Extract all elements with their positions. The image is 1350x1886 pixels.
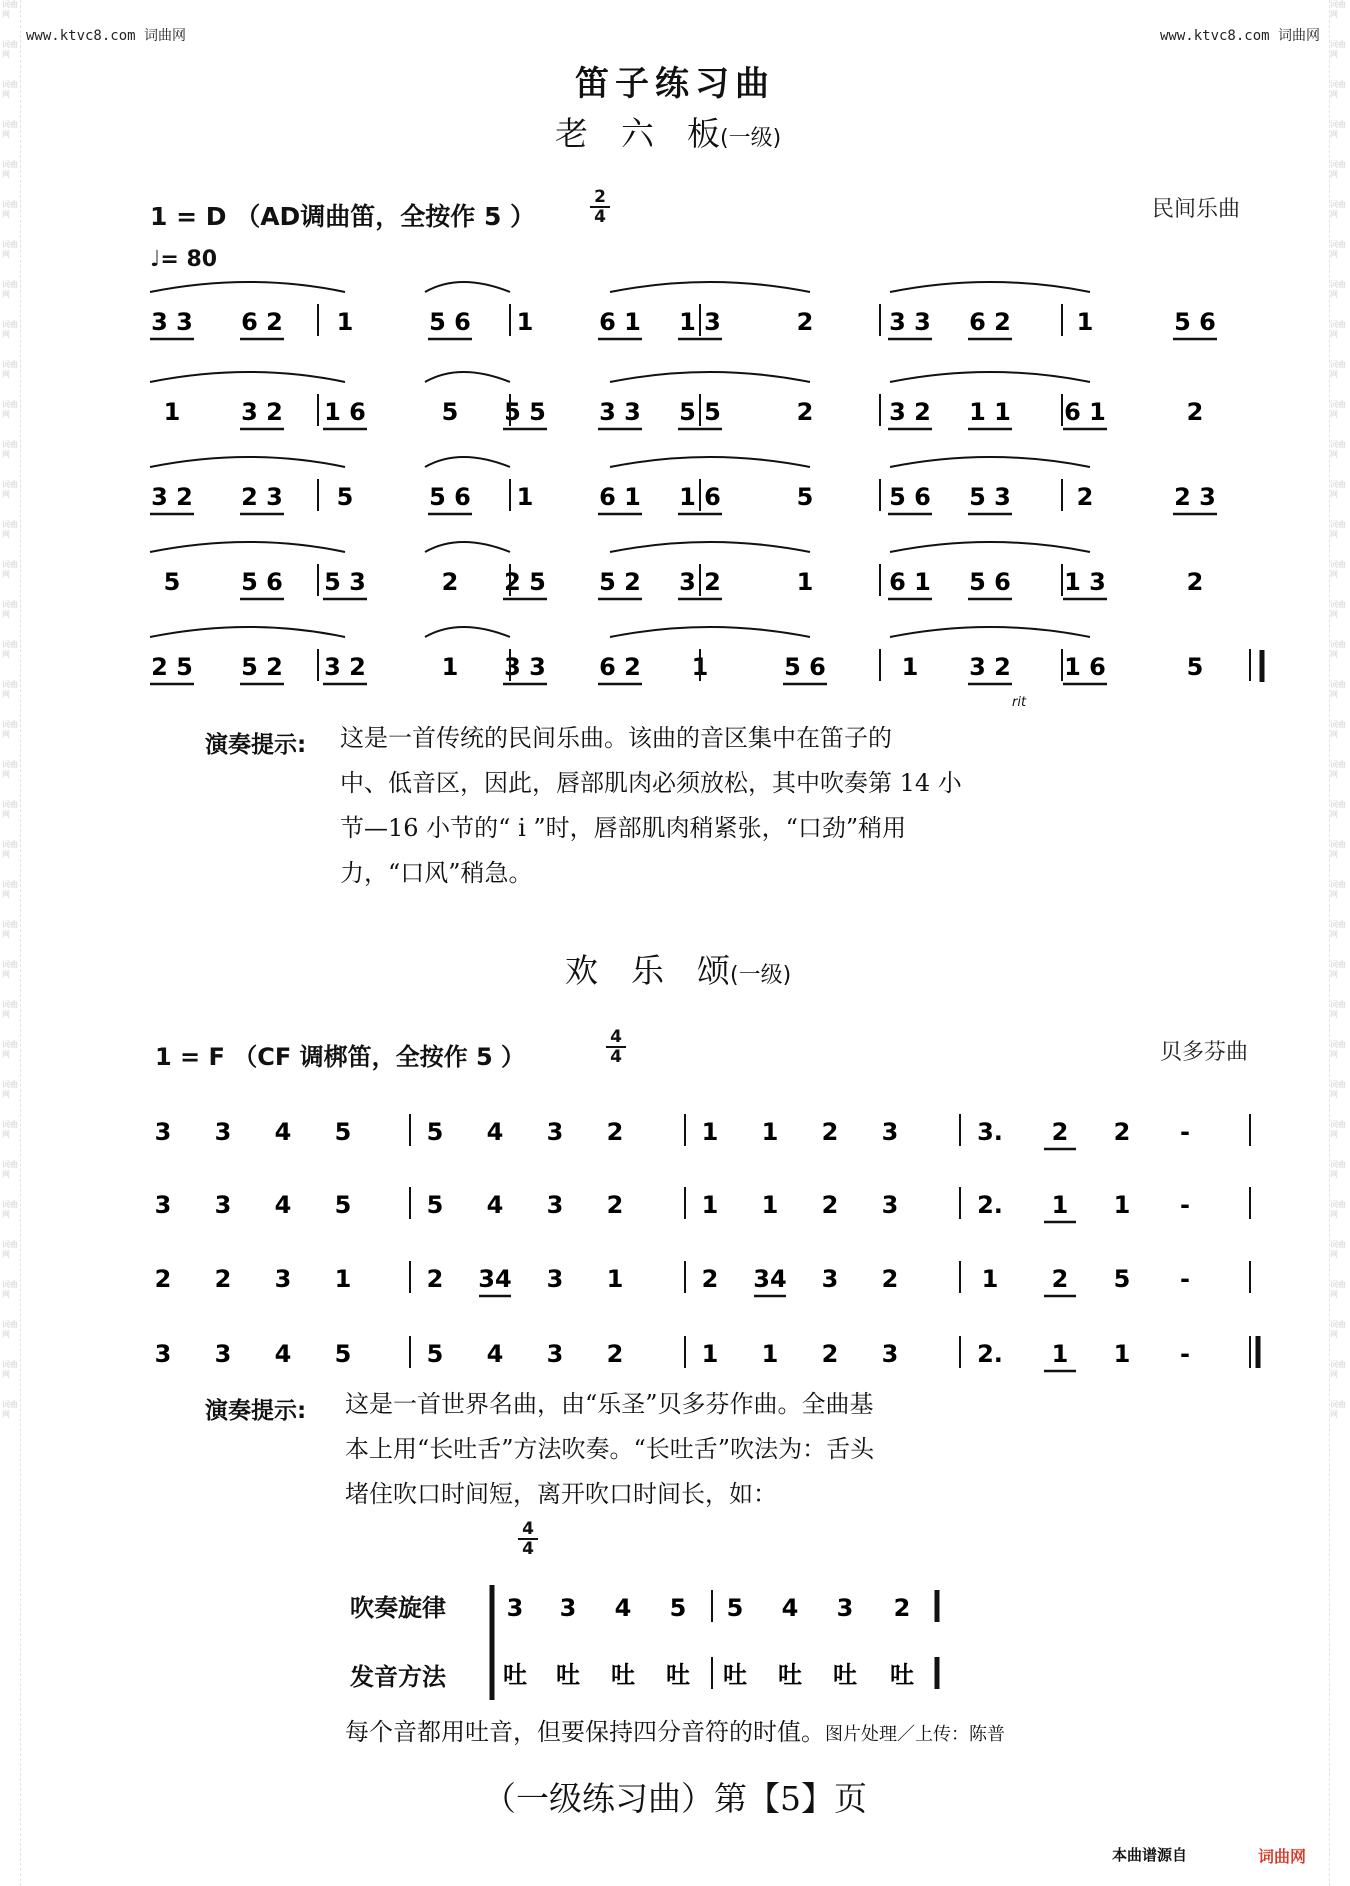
- note: 1: [761, 1191, 779, 1219]
- watermark-text: 词曲网: [1330, 1240, 1346, 1259]
- watermark-text: 词曲网: [1330, 560, 1346, 579]
- note: 3: [821, 1265, 839, 1293]
- watermark-text: 词曲网: [1330, 840, 1346, 859]
- note: 2: [1051, 1118, 1069, 1146]
- watermark-text: 词曲网: [1330, 1200, 1346, 1219]
- watermark-text: 词曲网: [2, 920, 18, 939]
- note: 2: [821, 1340, 839, 1368]
- note: 1 6: [324, 398, 366, 426]
- watermark-text: 词曲网: [1330, 120, 1346, 139]
- note: 1: [516, 483, 534, 511]
- watermark-text: 词曲网: [1330, 1400, 1346, 1419]
- note: 1: [1051, 1191, 1069, 1219]
- watermark-text: 词曲网: [2, 440, 18, 459]
- note: -: [1180, 1265, 1190, 1293]
- note: 6 1: [599, 308, 641, 336]
- watermark-text: 词曲网: [2, 1000, 18, 1019]
- watermark-text: 词曲网: [1330, 40, 1346, 59]
- note: 2: [1076, 483, 1094, 511]
- note: 3: [214, 1340, 232, 1368]
- note: 4: [486, 1191, 504, 1219]
- note: 2 3: [241, 483, 283, 511]
- note: -: [1180, 1118, 1190, 1146]
- note: 5 2: [599, 568, 641, 596]
- watermark-text: 词曲网: [1330, 720, 1346, 739]
- watermark-text: 词曲网: [1330, 1120, 1346, 1139]
- piece2-composer: 贝多芬曲: [1160, 1040, 1249, 1065]
- note: 6 2: [241, 308, 283, 336]
- piece1-grade: (一级): [720, 126, 782, 151]
- watermark-text: 词曲网: [1330, 640, 1346, 659]
- note: 5 2: [241, 653, 283, 681]
- watermark-text: 词曲网: [1330, 200, 1346, 219]
- note: 3: [881, 1118, 899, 1146]
- note: 3: [881, 1340, 899, 1368]
- piece1-tempo: ♩= 80: [150, 247, 218, 272]
- watermark-text: 词曲网: [1330, 280, 1346, 299]
- watermark-text: 词曲网: [2, 1200, 18, 1219]
- note: 2: [701, 1265, 719, 1293]
- note: 2 3: [1174, 483, 1216, 511]
- note: 5: [336, 483, 354, 511]
- note: 5: [163, 568, 181, 596]
- watermark-text: 词曲网: [2, 520, 18, 539]
- example-melody-label: 吹奏旋律: [350, 1594, 446, 1622]
- note: 3 3: [599, 398, 641, 426]
- page-title: 笛子练习曲: [575, 64, 775, 104]
- note: 3 2: [324, 653, 366, 681]
- note: 2: [1186, 568, 1204, 596]
- note: 4: [486, 1340, 504, 1368]
- note: 2: [821, 1191, 839, 1219]
- note: 6 2: [599, 653, 641, 681]
- example-note: 4: [781, 1594, 799, 1622]
- note: 2 5: [504, 568, 546, 596]
- note: 1 1: [969, 398, 1011, 426]
- watermark-text: 词曲网: [1330, 480, 1346, 499]
- example-note: 3: [559, 1594, 577, 1622]
- note: 4: [274, 1191, 292, 1219]
- note: 1 3: [1064, 568, 1106, 596]
- watermark-text: 词曲网: [2, 640, 18, 659]
- note: 5: [334, 1118, 352, 1146]
- watermark-text: 词曲网: [2, 480, 18, 499]
- piece1-tip-line: 这是一首传统的民间乐曲。该曲的音区集中在笛子的: [340, 724, 892, 752]
- example-syllable: 吐: [723, 1661, 747, 1689]
- example-syllable: 吐: [833, 1661, 857, 1689]
- note: 2.: [977, 1191, 1003, 1219]
- watermark-text: 词曲网: [2, 1360, 18, 1379]
- note: 2: [1051, 1265, 1069, 1293]
- note: 5: [334, 1191, 352, 1219]
- note: 6 1: [1064, 398, 1106, 426]
- note: -: [1180, 1191, 1190, 1219]
- watermark-text: 词曲网: [2, 280, 18, 299]
- note: 1: [441, 653, 459, 681]
- example-note: 3: [836, 1594, 854, 1622]
- watermark-text: 词曲网: [2, 560, 18, 579]
- note: 3: [274, 1265, 292, 1293]
- note: 3 3: [889, 308, 931, 336]
- note: 3: [546, 1118, 564, 1146]
- page-number: （一级练习曲）第【5】页: [483, 1779, 867, 1818]
- example-syllable: 吐: [556, 1661, 580, 1689]
- watermark-text: 词曲网: [2, 1080, 18, 1099]
- note: 2: [796, 398, 814, 426]
- note: 1: [691, 653, 709, 681]
- watermark-text: 词曲网: [2, 880, 18, 899]
- note: 2: [881, 1265, 899, 1293]
- note: 1: [701, 1191, 719, 1219]
- note: 2: [154, 1265, 172, 1293]
- watermark-text: 词曲网: [2, 1160, 18, 1179]
- piece1-tip-line: 中、低音区，因此，唇部肌肉必须放松，其中吹奏第 14 小: [340, 769, 962, 797]
- note: 3: [546, 1340, 564, 1368]
- note: 3 2: [889, 398, 931, 426]
- note: 34: [478, 1265, 512, 1293]
- piece1-tip-label: 演奏提示:: [205, 732, 307, 758]
- note: 1: [701, 1340, 719, 1368]
- watermark-text: 词曲网: [2, 1040, 18, 1059]
- piece1-composer: 民间乐曲: [1152, 197, 1241, 222]
- note: 4: [486, 1118, 504, 1146]
- watermark-text: 词曲网: [1330, 600, 1346, 619]
- example-note: 2: [893, 1594, 911, 1622]
- piece2-tip-line: 这是一首世界名曲，由“乐圣”贝多芬作曲。全曲基: [345, 1390, 874, 1418]
- note: 1 6: [679, 483, 721, 511]
- note: 3: [546, 1265, 564, 1293]
- note: 5 5: [504, 398, 546, 426]
- watermark-text: 词曲网: [1330, 680, 1346, 699]
- piece2-tip-line: 本上用“长吐舌”方法吹奏。“长吐舌”吹法为：舌头: [345, 1435, 875, 1463]
- note: 1 3: [679, 308, 721, 336]
- note: 2: [606, 1191, 624, 1219]
- upload-credit: 图片处理／上传：陈普: [825, 1724, 1005, 1745]
- note: 5 6: [429, 483, 471, 511]
- note: 3: [881, 1191, 899, 1219]
- note: 1: [1076, 308, 1094, 336]
- note: 1: [1051, 1340, 1069, 1368]
- note: 5 5: [679, 398, 721, 426]
- note: 5: [1113, 1265, 1131, 1293]
- note: 1: [163, 398, 181, 426]
- note: 4: [274, 1118, 292, 1146]
- note: 5 6: [1174, 308, 1216, 336]
- watermark-text: 词曲网: [2, 1320, 18, 1339]
- note: 1: [336, 308, 354, 336]
- note: 5 6: [429, 308, 471, 336]
- piece1-tip-line: 节—16 小节的“ i ”时，唇部肌肉稍紧张，“口劲”稍用: [340, 814, 907, 842]
- header-right-url[interactable]: www.ktvc8.com 词曲网: [1160, 28, 1321, 44]
- note: 1: [761, 1340, 779, 1368]
- note: 1: [516, 308, 534, 336]
- watermark-text: 词曲网: [2, 600, 18, 619]
- note: 3: [154, 1118, 172, 1146]
- watermark-text: 词曲网: [1330, 880, 1346, 899]
- note: 3: [546, 1191, 564, 1219]
- watermark-text: 词曲网: [1330, 1040, 1346, 1059]
- note: 5: [334, 1340, 352, 1368]
- note: 5: [426, 1340, 444, 1368]
- watermark-text: 词曲网: [2, 680, 18, 699]
- note: 1: [1113, 1340, 1131, 1368]
- watermark-text: 词曲网: [1330, 960, 1346, 979]
- watermark-text: 词曲网: [1330, 1000, 1346, 1019]
- watermark-text: 词曲网: [2, 720, 18, 739]
- watermark-text: 词曲网: [2, 800, 18, 819]
- note: 5 3: [969, 483, 1011, 511]
- note: 3 2: [679, 568, 721, 596]
- note: 5: [796, 483, 814, 511]
- note: 2: [1113, 1118, 1131, 1146]
- note: 5 3: [324, 568, 366, 596]
- watermark-text: 词曲网: [1330, 1320, 1346, 1339]
- note: 2: [796, 308, 814, 336]
- note: 5 6: [784, 653, 826, 681]
- note: 2: [821, 1118, 839, 1146]
- note: 2: [1186, 398, 1204, 426]
- watermark-text: 词曲网: [2, 1240, 18, 1259]
- watermark-text: 词曲网: [2, 160, 18, 179]
- watermark-text: 词曲网: [1330, 1360, 1346, 1379]
- example-time-den: 4: [522, 1539, 534, 1559]
- note: 5 6: [889, 483, 931, 511]
- watermark-text: 词曲网: [1330, 0, 1346, 19]
- piece2-tip-label: 演奏提示:: [205, 1398, 307, 1424]
- watermark-text: 词曲网: [1330, 80, 1346, 99]
- note: 1: [761, 1118, 779, 1146]
- note: 5: [426, 1118, 444, 1146]
- watermark-text: 词曲网: [1330, 1280, 1346, 1299]
- watermark-text: 词曲网: [1330, 800, 1346, 819]
- note: 3: [214, 1191, 232, 1219]
- piece1-time-num: 2: [590, 188, 610, 208]
- watermark-text: 词曲网: [2, 0, 18, 19]
- note: 2: [441, 568, 459, 596]
- note: 2: [426, 1265, 444, 1293]
- note: 2: [606, 1340, 624, 1368]
- note: 3 3: [504, 653, 546, 681]
- closing-text: 每个音都用吐音，但要保持四分音符的时值。: [345, 1718, 825, 1746]
- note: -: [1180, 1340, 1190, 1368]
- watermark-text: 词曲网: [1330, 160, 1346, 179]
- example-syllable: 吐: [890, 1661, 914, 1689]
- watermark-text: 词曲网: [2, 1400, 18, 1419]
- watermark-text: 词曲网: [2, 320, 18, 339]
- example-note: 5: [726, 1594, 744, 1622]
- watermark-text: 词曲网: [2, 1280, 18, 1299]
- note: 3 2: [241, 398, 283, 426]
- note: 5: [426, 1191, 444, 1219]
- example-note: 5: [669, 1594, 687, 1622]
- note: 6 2: [969, 308, 1011, 336]
- watermark-text: 词曲网: [1330, 360, 1346, 379]
- note: 5: [441, 398, 459, 426]
- note: 1: [1113, 1191, 1131, 1219]
- example-syllable: 吐: [666, 1661, 690, 1689]
- note: 5 6: [241, 568, 283, 596]
- note: 2: [214, 1265, 232, 1293]
- watermark-text: 词曲网: [2, 80, 18, 99]
- piece2-time-den: 4: [610, 1047, 622, 1067]
- piece1-time-den: 4: [594, 207, 606, 227]
- note: 2: [606, 1118, 624, 1146]
- example-syllable: 吐: [503, 1661, 527, 1689]
- note: 1: [606, 1265, 624, 1293]
- watermark-text: 词曲网: [2, 240, 18, 259]
- piece2-title: 欢 乐 颂: [565, 951, 730, 990]
- example-syllable: 吐: [611, 1661, 635, 1689]
- watermark-text: 词曲网: [1330, 760, 1346, 779]
- watermark-text: 词曲网: [1330, 520, 1346, 539]
- watermark-text: 词曲网: [1330, 440, 1346, 459]
- note: 5: [1186, 653, 1204, 681]
- note: 1: [901, 653, 919, 681]
- note: 3: [154, 1191, 172, 1219]
- note: 1: [334, 1265, 352, 1293]
- note: 1: [701, 1118, 719, 1146]
- watermark-text: 词曲网: [2, 40, 18, 59]
- watermark-text: 词曲网: [1330, 240, 1346, 259]
- watermark-text: 词曲网: [1330, 920, 1346, 939]
- note: 3.: [977, 1118, 1003, 1146]
- example-method-label: 发音方法: [350, 1663, 446, 1691]
- note: 6 1: [889, 568, 931, 596]
- watermark-text: 词曲网: [2, 760, 18, 779]
- note: 1 6: [1064, 653, 1106, 681]
- brand-link[interactable]: 词曲网: [1258, 1847, 1307, 1866]
- piece1-key: 1 = D （AD调曲笛，全按作 5 ）: [150, 202, 536, 231]
- watermark-text: 词曲网: [2, 360, 18, 379]
- piece1-title: 老 六 板: [555, 114, 720, 153]
- note: 6 1: [599, 483, 641, 511]
- piece2-grade: (一级): [730, 963, 792, 988]
- note: 3: [214, 1118, 232, 1146]
- note: 2.: [977, 1340, 1003, 1368]
- watermark-text: 词曲网: [2, 120, 18, 139]
- note: 2 5: [151, 653, 193, 681]
- watermark-text: 词曲网: [1330, 1160, 1346, 1179]
- note: 3 3: [151, 308, 193, 336]
- note: 3 2: [969, 653, 1011, 681]
- note: 4: [274, 1340, 292, 1368]
- note: 34: [753, 1265, 787, 1293]
- watermark-text: 词曲网: [2, 200, 18, 219]
- piece2-time-num: 4: [606, 1028, 626, 1048]
- note: 3 2: [151, 483, 193, 511]
- piece1-rit-mark: rit: [1012, 695, 1027, 710]
- note: 5 6: [969, 568, 1011, 596]
- note: 1: [796, 568, 814, 596]
- watermark-text: 词曲网: [1330, 320, 1346, 339]
- note: 3: [154, 1340, 172, 1368]
- watermark-text: 词曲网: [2, 960, 18, 979]
- source-label: 本曲谱源自: [1112, 1846, 1188, 1864]
- watermark-text: 词曲网: [2, 1120, 18, 1139]
- closing-line: [345, 1712, 1005, 1747]
- header-left-url[interactable]: www.ktvc8.com 词曲网: [26, 28, 187, 44]
- piece2-key: 1 = F （CF 调梆笛，全按作 5 ）: [155, 1043, 526, 1071]
- watermark-text: 词曲网: [1330, 400, 1346, 419]
- watermark-text: 词曲网: [2, 400, 18, 419]
- example-time-num: 4: [518, 1520, 538, 1540]
- example-note: 3: [506, 1594, 524, 1622]
- watermark-text: 词曲网: [1330, 1080, 1346, 1099]
- example-note: 4: [614, 1594, 632, 1622]
- watermark-text: 词曲网: [2, 840, 18, 859]
- piece2-tip-line: 堵住吹口时间短，离开吹口时间长，如：: [345, 1480, 777, 1508]
- piece1-tip-line: 力，“口风”稍急。: [340, 859, 533, 887]
- note: 1: [981, 1265, 999, 1293]
- example-syllable: 吐: [778, 1661, 802, 1689]
